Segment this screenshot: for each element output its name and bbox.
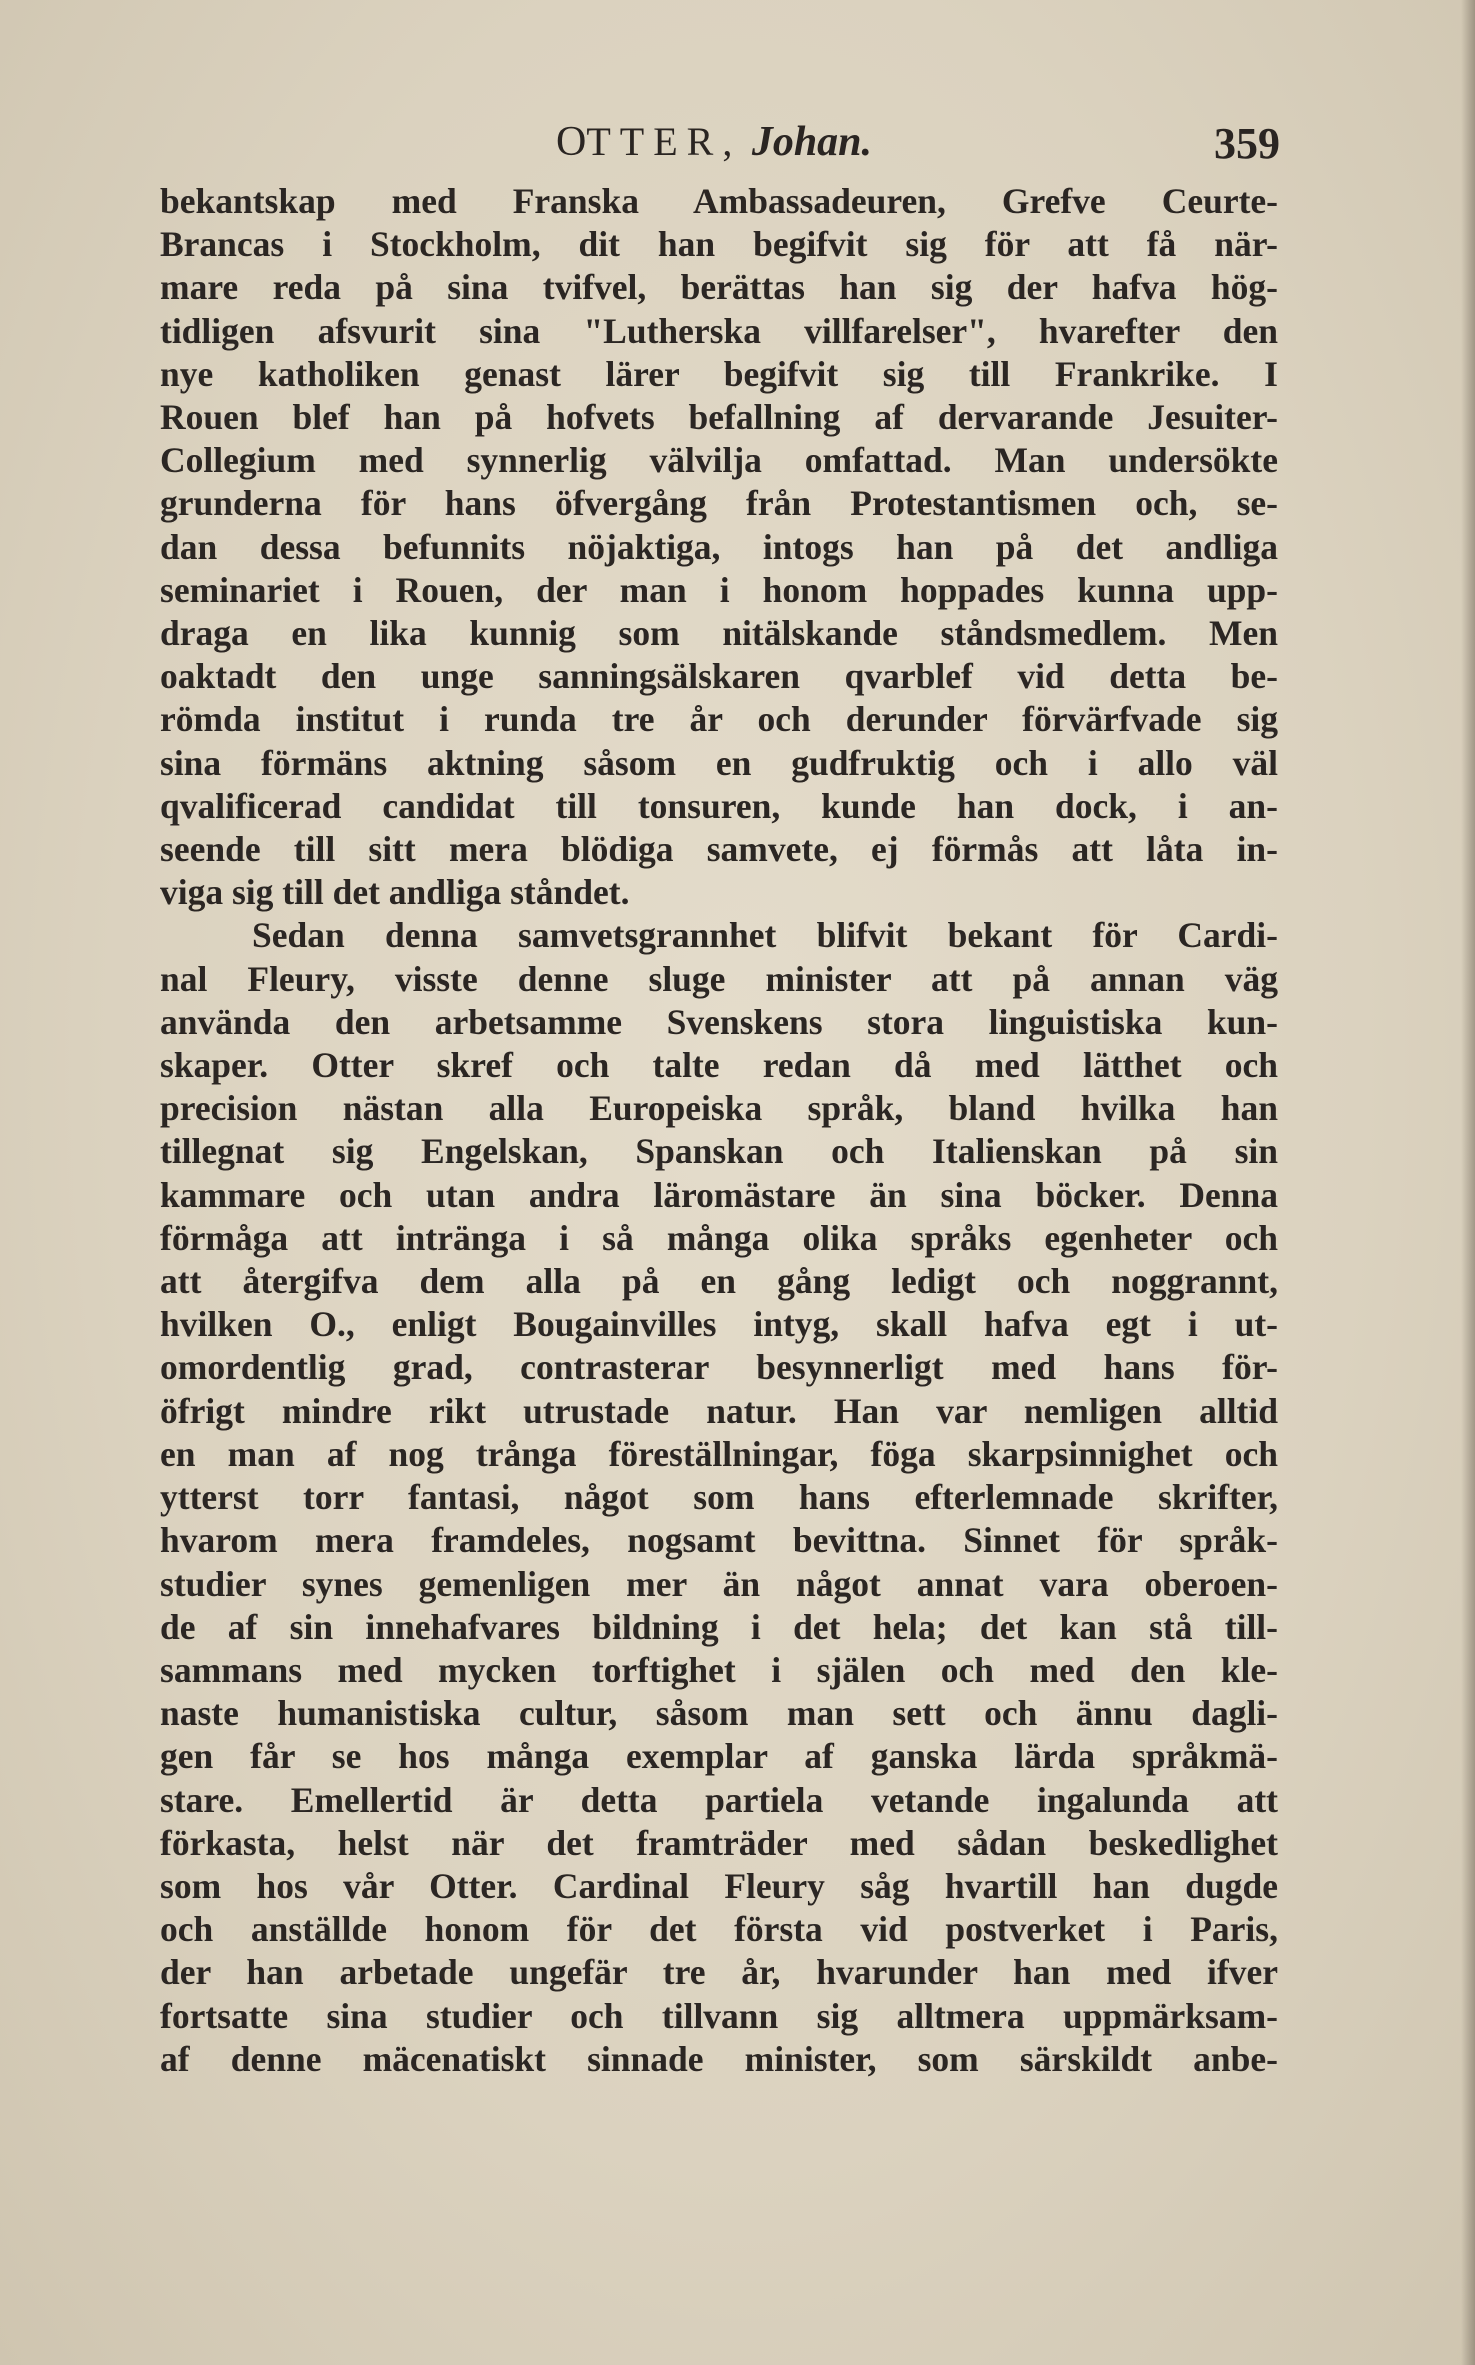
text-line: använda den arbetsamme Svenskens stora linguistiska kun- xyxy=(160,1001,1278,1042)
text-line: tillegnat sig Engelskan, Spanskan och Italienskan på sin xyxy=(160,1131,1278,1172)
text-line: qvalificerad candidat till tonsuren, kunde han dock, i an- xyxy=(160,785,1278,826)
running-header xyxy=(160,118,1280,168)
text-line: omordentlig grad, contrasterar besynnerligt med hans för- xyxy=(160,1347,1278,1388)
text-line: precision nästan alla Europeiska språk, bland hvilka han xyxy=(160,1088,1278,1129)
text-line: fortsatte sina studier och tillvann sig alltmera uppmärksam- xyxy=(160,1995,1278,2036)
text-line: förmåga att intränga i så många olika språks egenheter och xyxy=(160,1217,1278,1258)
page-number: 359 xyxy=(1214,119,1280,168)
text-line: hvarom mera framdeles, nogsamt bevittna. Sinnet för språk- xyxy=(160,1520,1278,1561)
text-line: öfrigt mindre rikt utrustade natur. Han var nemligen alltid xyxy=(160,1390,1278,1431)
text-line: naste humanistiska cultur, såsom man sett och ännu dagli- xyxy=(160,1693,1278,1734)
text-line: sammans med mycken torftighet i själen och med den kle- xyxy=(160,1649,1278,1690)
running-title-initial: O xyxy=(556,119,587,165)
text-line: gen får se hos många exemplar af ganska lärda språkmä- xyxy=(160,1736,1278,1777)
text-line: förkasta, helst när det framträder med sådan beskedlighet xyxy=(160,1822,1278,1863)
text-line: af denne mäcenatiskt sinnade minister, som särskildt anbe- xyxy=(160,2038,1278,2079)
text-line: skaper. Otter skref och talte redan då med lätthet och xyxy=(160,1045,1278,1086)
text-line: en man af nog trånga föreställningar, föga skarpsinnighet och xyxy=(160,1433,1278,1474)
page-edge-shadow xyxy=(1461,0,1475,2365)
text-line: kammare och utan andra läromästare än sina böcker. Denna xyxy=(160,1174,1278,1215)
text-line: grunderna för hans öfvergång från Protestantismen och, se- xyxy=(160,483,1278,524)
paragraph-end-line: viga sig till det andliga ståndet. xyxy=(160,872,630,913)
text-line: Brancas i Stockholm, dit han begifvit sig för att få när- xyxy=(160,224,1278,265)
text-line: studier synes gemenligen mer än något annat vara oberoen- xyxy=(160,1563,1278,1604)
text-line: seende till sitt mera blödiga samvete, ej förmås att låta in- xyxy=(160,829,1278,870)
text-line: dan dessa befunnits nöjaktiga, intogs han på det andliga xyxy=(160,526,1278,567)
running-title-surname: TTER, xyxy=(586,119,742,164)
text-line: sina förmäns aktning såsom en gudfruktig och i allo väl xyxy=(160,742,1278,783)
text-line: ytterst torr fantasi, något som hans efterlemnade skrifter, xyxy=(160,1477,1278,1518)
text-line: de af sin innehafvares bildning i det hela; det kan stå till- xyxy=(160,1606,1278,1647)
body-text xyxy=(160,180,1278,2081)
text-line: nye katholiken genast lärer begifvit sig till Frankrike. I xyxy=(160,353,1278,394)
text-line: och anställde honom för det första vid postverket i Paris, xyxy=(160,1909,1278,1950)
running-title xyxy=(556,118,872,166)
text-line: att återgifva dem alla på en gång ledigt och noggrannt, xyxy=(160,1261,1278,1302)
text-line: bekantskap med Franska Ambassadeuren, Grefve Ceurte- xyxy=(160,181,1278,221)
text-line: Rouen blef han på hofvets befallning af dervarande Jesuiter- xyxy=(160,397,1278,438)
text-line: oaktadt den unge sanningsälskaren qvarblef vid detta be- xyxy=(160,656,1278,697)
text-line: seminariet i Rouen, der man i honom hoppades kunna upp- xyxy=(160,569,1278,610)
text-line: mare reda på sina tvifvel, berättas han sig der hafva hög- xyxy=(160,267,1278,308)
paragraph-start-line: Sedan denna samvetsgrannhet blifvit bekant för Cardi- xyxy=(252,915,1278,956)
text-line: römda institut i runda tre år och derunder förvärfvade sig xyxy=(160,699,1278,740)
text-line: nal Fleury, visste denne sluge minister att på annan väg xyxy=(160,958,1278,999)
text-line: der han arbetade ungefär tre år, hvarunder han med ifver xyxy=(160,1952,1278,1993)
text-line: som hos vår Otter. Cardinal Fleury såg hvartill han dugde xyxy=(160,1865,1278,1906)
text-line: Collegium med synnerlig välvilja omfattad. Man undersökte xyxy=(160,440,1278,481)
text-line: hvilken O., enligt Bougainvilles intyg, skall hafva egt i ut- xyxy=(160,1304,1278,1345)
text-line: stare. Emellertid är detta partiela vetande ingalunda att xyxy=(160,1779,1278,1820)
text-line: tidligen afsvurit sina "Lutherska villfarelser", hvarefter den xyxy=(160,310,1278,351)
text-line: draga en lika kunnig som nitälskande ståndsmedlem. Men xyxy=(160,613,1278,654)
running-title-given-name: Johan. xyxy=(751,119,873,165)
